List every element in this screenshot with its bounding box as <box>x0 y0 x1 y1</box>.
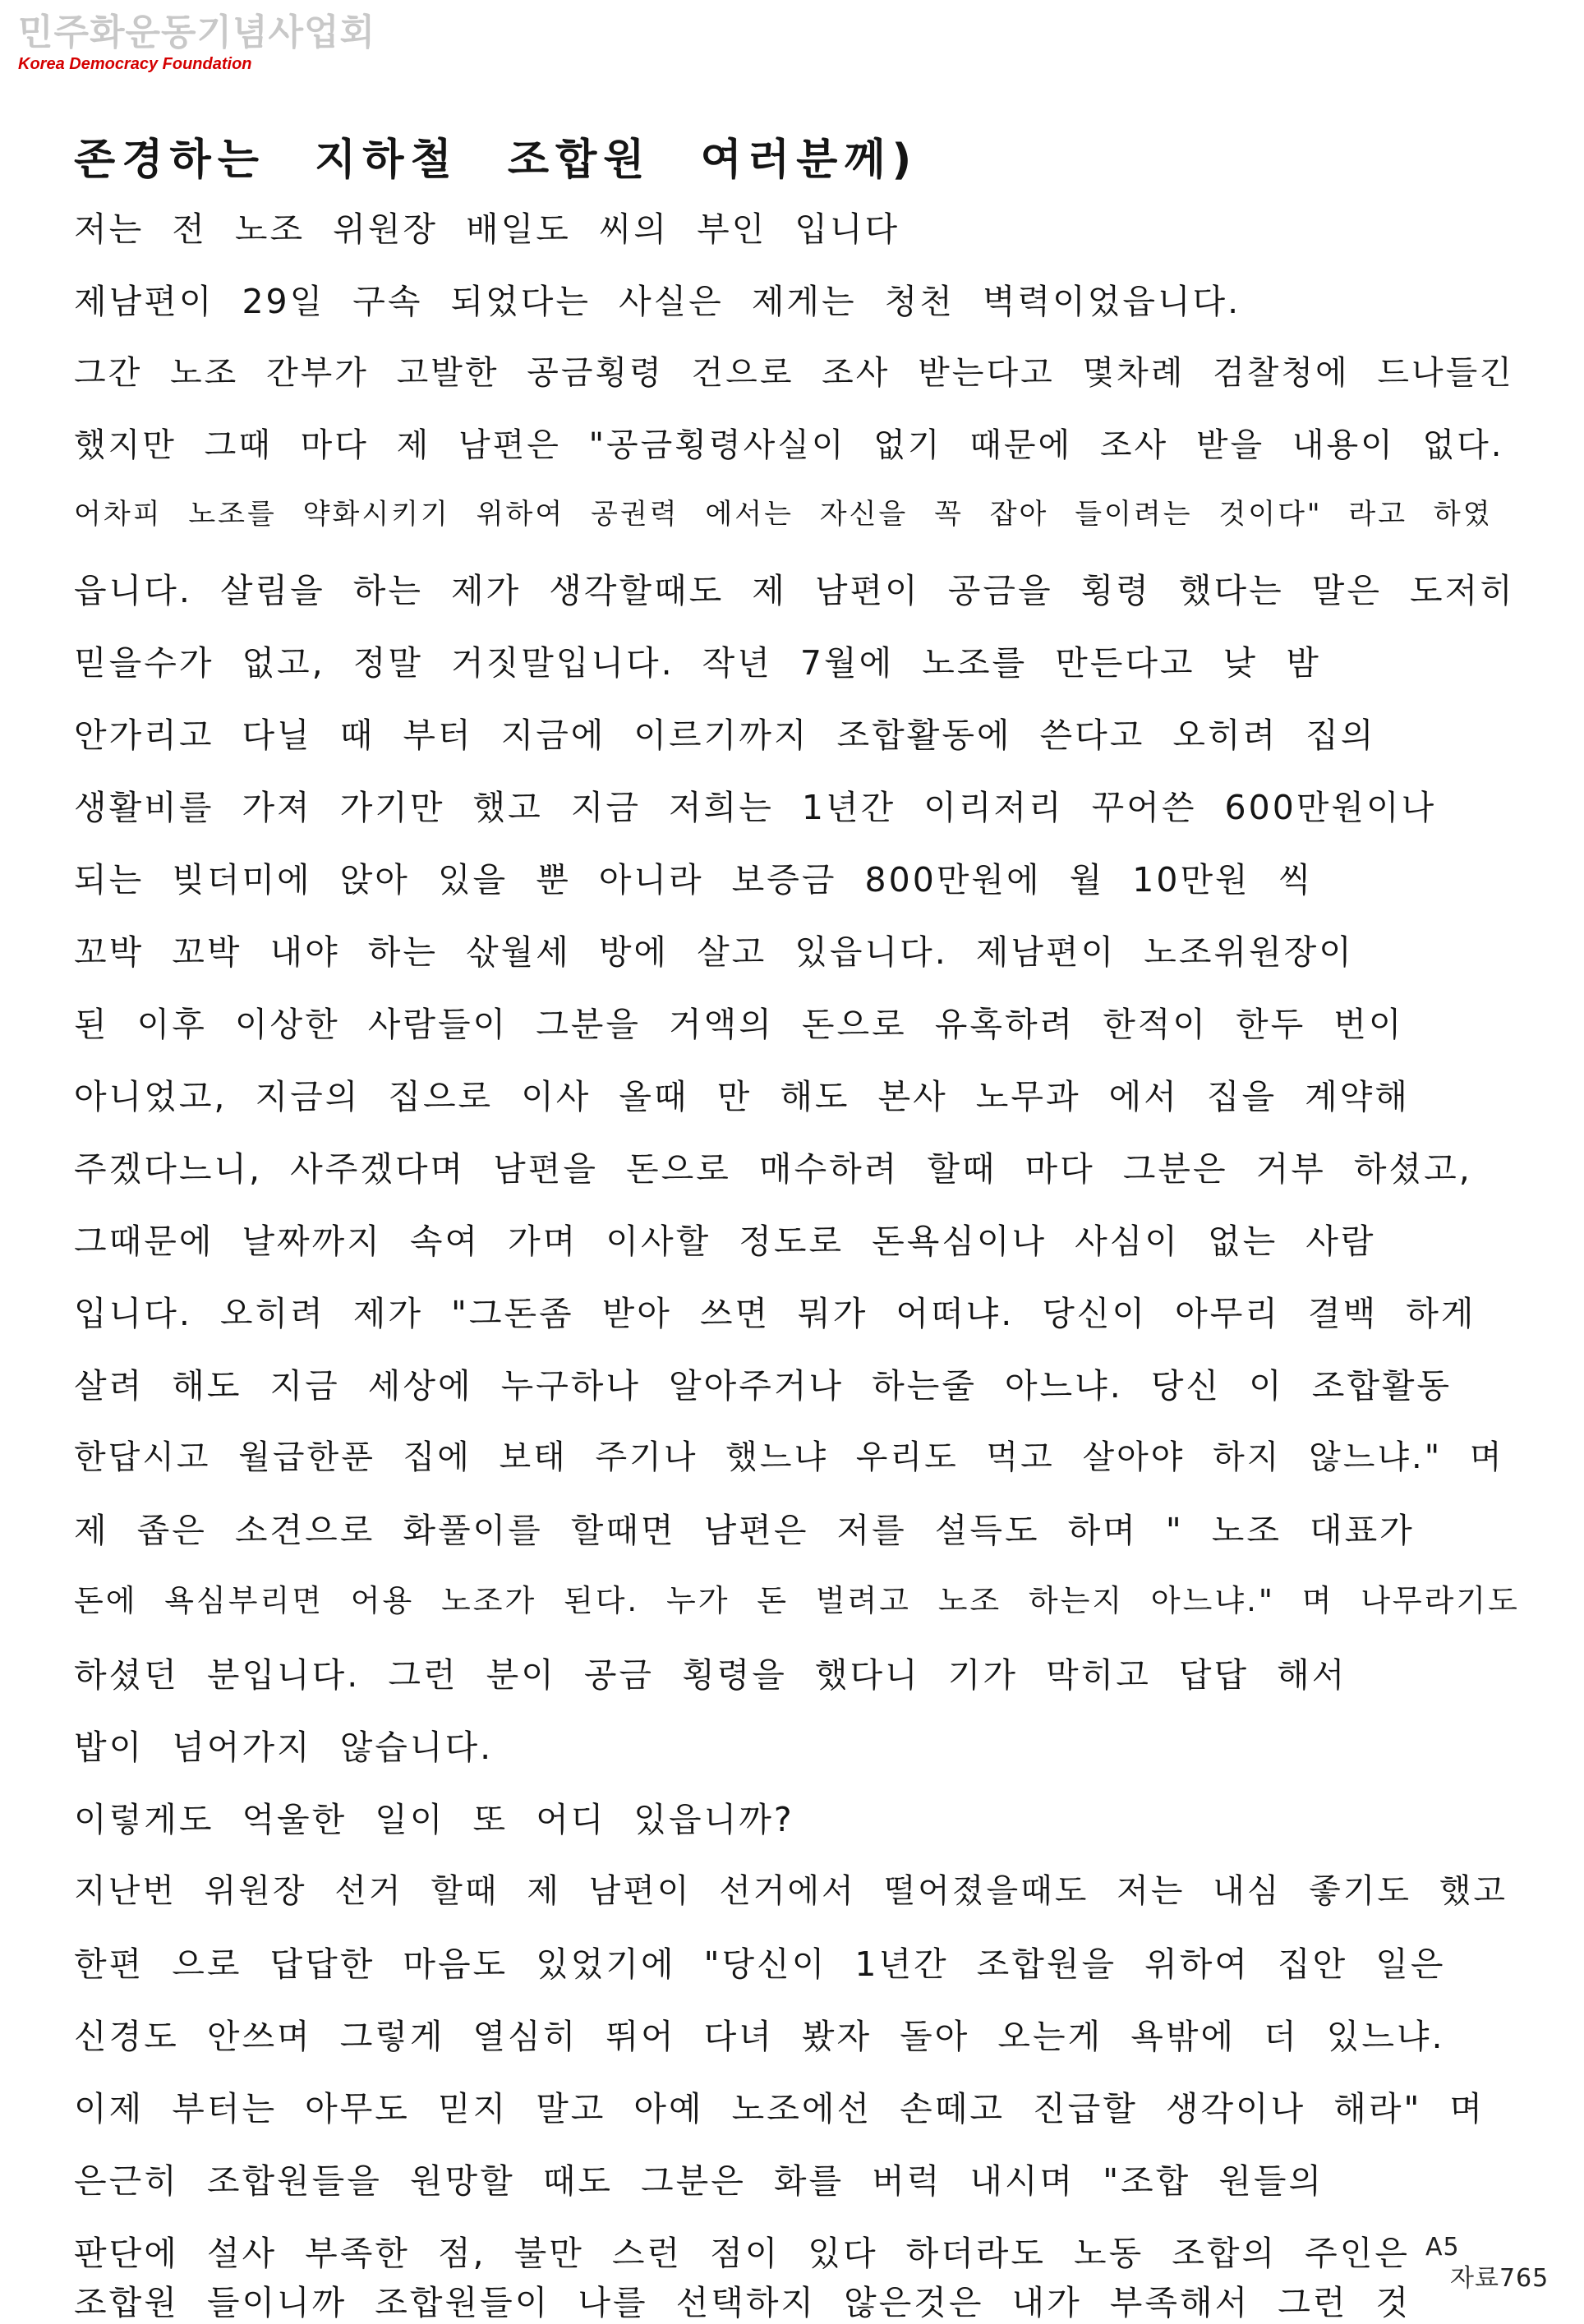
letter-line: 꼬박 꼬박 내야 하는 삯월세 방에 살고 있읍니다. 제남편이 노조위원장이 <box>74 932 1354 972</box>
letter-line: 되는 빚더미에 앉아 있을 뿐 아니라 보증금 800만원에 월 10만원 씩 <box>74 860 1314 900</box>
letter-line: 그때문에 날짜까지 속여 가며 이사할 정도로 돈욕심이나 사심이 없는 사람 <box>74 1222 1376 1261</box>
letter-line: 믿을수가 없고, 정말 거짓말입니다. 작년 7월에 노조를 만든다고 낮 밤 <box>74 643 1321 683</box>
letter-line: 돈에 욕심부리면 어용 노조가 된다. 누가 돈 벌려고 노조 하는지 아느냐." 며 나무라기도 <box>74 1583 1520 1618</box>
letter-line: 한답시고 월급한푼 집에 보태 주기나 했느냐 우리도 먹고 살아야 하지 않느냐." 며 <box>74 1438 1504 1476</box>
letter-line: 지난번 위원장 선거 할때 제 남편이 선거에서 떨어졌을때도 저는 내심 좋기도 했고 <box>74 1872 1508 1910</box>
letter-line: 주겠다느니, 사주겠다며 남편을 돈으로 매수하려 할때 마다 그분은 거부 하셨고, <box>74 1149 1472 1189</box>
letter-line: 입니다. 오히려 제가 "그돈좀 받아 쓰면 뭐가 어떠냐. 당신이 아무리 결백 하게 <box>74 1294 1476 1333</box>
letter-line: 이제 부터는 아무도 믿지 말고 아예 노조에선 손떼고 진급할 생각이나 해라" 며 <box>74 2089 1485 2128</box>
page-mark: A5 <box>1425 2233 1460 2262</box>
letter-line: 살려 해도 지금 세상에 누구하나 알아주거나 하는줄 아느냐. 당신 이 조합활동 <box>74 1366 1453 1406</box>
letter-line: 이렇게도 억울한 일이 또 어디 있읍니까? <box>74 1800 794 1839</box>
letter-line: 그간 노조 간부가 고발한 공금횡령 건으로 조사 받는다고 몇차례 검찰청에 드나들긴 <box>74 354 1514 392</box>
letter-line: 했지만 그때 마다 제 남편은 "공금횡령사실이 없기 때문에 조사 받을 내용이 없다. <box>74 426 1504 464</box>
letter-line: 아니었고, 지금의 집으로 이사 올때 만 해도 본사 노무과 에서 집을 계약해 <box>74 1077 1410 1116</box>
letter-line: 신경도 안쓰며 그렇게 열심히 뛰어 다녀 봤자 돌아 오는게 욕밖에 더 있느냐. <box>74 2017 1445 2056</box>
letter-line: 판단에 설사 부족한 점, 불만 스런 점이 있다 하더라도 노동 조합의 주인은 <box>74 2234 1410 2273</box>
letter-line: 한편 으로 답답한 마음도 있었기에 "당신이 1년간 조합원을 위하여 집안 일은 <box>74 1944 1446 1984</box>
letter-line: 하셨던 분입니다. 그런 분이 공금 횡령을 했다니 기가 막히고 답답 해서 <box>74 1655 1347 1695</box>
letter-line: 제 좁은 소견으로 화풀이를 할때면 남편은 저를 설득도 하며 " 노조 대표가 <box>74 1511 1415 1550</box>
letter-line: 제남편이 29일 구속 되었다는 사실은 제게는 청천 벽력이었읍니다. <box>74 282 1241 321</box>
letter-line: 생활비를 가져 가기만 했고 지금 저희는 1년간 이리저리 꾸어쓴 600만원이나 <box>74 788 1437 827</box>
letter-salutation: 존경하는 지하철 조합원 여러분께) <box>74 136 919 185</box>
letter-line: 밥이 넘어가지 않습니다. <box>74 1728 494 1767</box>
letter-line: 어차피 노조를 약화시키기 위하여 공권력 에서는 자신을 꼭 잡아 들이려는 것이다" 라고 하였 <box>74 498 1493 531</box>
letter-line: 안가리고 다닐 때 부터 지금에 이르기까지 조합활동에 쓴다고 오히려 집의 <box>74 716 1376 755</box>
watermark-english: Korea Democracy Foundation <box>18 55 252 73</box>
letter-line: 저는 전 노조 위원장 배일도 씨의 부인 입니다 <box>74 209 900 249</box>
watermark-korean: 민주화운동기념사업회 <box>18 12 376 53</box>
letter-line: 조합원 들이니까 조합원들이 나를 선택하지 않은것은 내가 부족해서 그런 것 <box>74 2283 1411 2322</box>
archive-code: 자료765 <box>1450 2264 1549 2293</box>
letter-line: 읍니다. 살림을 하는 제가 생각할때도 제 남편이 공금을 횡령 했다는 말은 도저히 <box>74 571 1515 610</box>
letter-line: 된 이후 이상한 사람들이 그분을 거액의 돈으로 유혹하려 한적이 한두 번이 <box>74 1005 1404 1044</box>
letter-line: 은근히 조합원들을 원망할 때도 그분은 화를 버럭 내시며 "조합 원들의 <box>74 2161 1324 2201</box>
foundation-watermark <box>18 13 375 74</box>
